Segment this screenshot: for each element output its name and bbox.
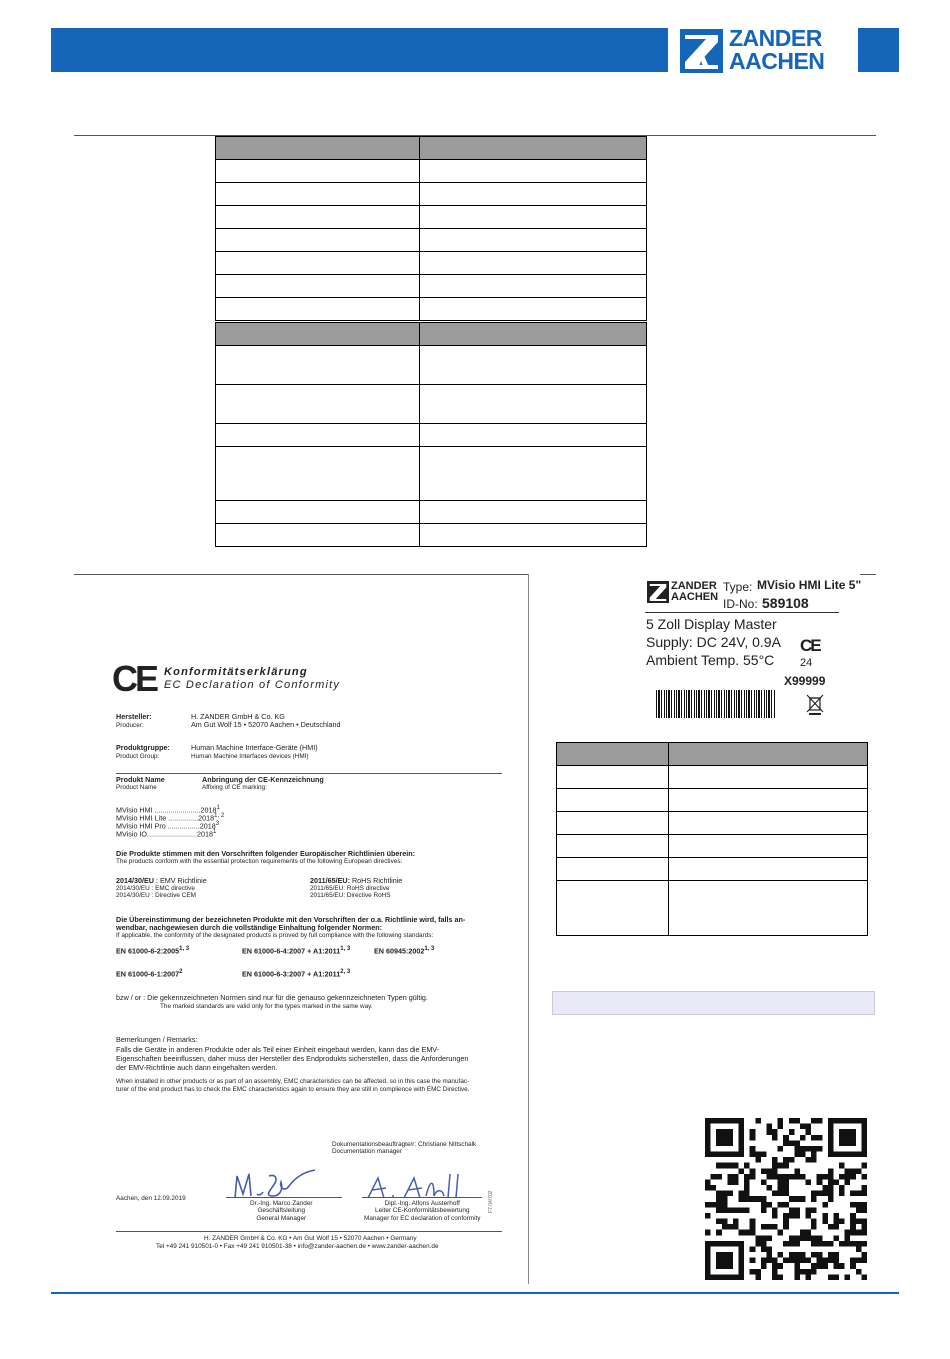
table-row — [216, 229, 647, 252]
directive-line: 2014/30/EU : Directive CEM — [116, 892, 196, 899]
label-type-label: Type: — [723, 580, 753, 594]
table-row — [216, 275, 647, 298]
signatory-left: Dr.-Ing. Marco Zander Geschäftsleitung General Manager — [250, 1200, 313, 1222]
table-cell — [557, 881, 669, 936]
product-label — [640, 574, 872, 724]
cert-footer-divider — [116, 1231, 502, 1232]
table-header-row — [216, 323, 647, 346]
table-cell — [216, 447, 420, 501]
label-supply: Supply: DC 24V, 0.9A — [646, 634, 781, 650]
table-cell — [216, 160, 420, 183]
brand-logo — [680, 25, 850, 74]
table-row — [557, 766, 868, 789]
table-cell — [668, 812, 867, 835]
table-row — [216, 501, 647, 524]
cert-footer-contact: Tel +49 241 910501-0 • Fax +49 241 910501-38 • info@zander-aachen.de • www.zander-aachen.de — [156, 1243, 439, 1250]
label-serial: X99999 — [784, 674, 826, 688]
spec-table-technical — [215, 322, 647, 547]
table-cell — [557, 766, 669, 789]
table-cell — [419, 447, 646, 501]
cert-title-de: Konformitätserklärung — [164, 666, 308, 678]
remarks-text: Eigenschaften beeinflussen, daher muss der Hersteller des Endprodukts sicherstellen, dass die Anforderungen — [116, 1054, 469, 1063]
table-cell — [419, 183, 646, 206]
column-divider — [528, 574, 529, 1284]
table-cell — [557, 743, 669, 766]
footnote: bzw / or : Die gekennzeichneten Normen sind nur für die genauso gekennzeichneten Typen gültig. — [116, 993, 428, 1002]
table-cell — [216, 501, 420, 524]
table-header-row — [216, 137, 647, 160]
label-underline — [645, 612, 839, 613]
standards-intro: wendbar, nachgewiesen durch die vollständige Einhaltung folgender Normen: — [116, 923, 382, 932]
table-row — [216, 298, 647, 321]
ce-mark-icon: CE — [112, 658, 157, 699]
product-group-label-en: Product Group: — [116, 753, 160, 760]
table-cell — [668, 835, 867, 858]
section-divider-middle — [74, 574, 528, 575]
header-bar-end — [858, 28, 899, 72]
cert-divider — [116, 773, 502, 774]
label-type-value: MVisio HMI Lite 5" — [757, 578, 862, 592]
table-row — [216, 385, 647, 424]
label-logo-text: ZANDER AACHEN — [671, 580, 719, 603]
table-cell — [557, 835, 669, 858]
table-cell — [216, 298, 420, 321]
cert-title-en: EC Declaration of Conformity — [164, 679, 341, 691]
directive-line: 2011/65/EU: RoHS Richtlinie — [310, 876, 403, 885]
product-group-value-en: Human Machine Interfaces devices (HMI) — [191, 753, 309, 760]
table-row — [216, 206, 647, 229]
label-ambient: Ambient Temp. 55°C — [646, 652, 775, 668]
standard-item: EN 61000-6-4:2007 + $A1:2011^{1, 3}$ — [242, 946, 351, 956]
table-cell — [216, 524, 420, 547]
table-row — [557, 881, 868, 936]
table-cell — [216, 424, 420, 447]
signature-line-right — [362, 1197, 482, 1198]
table-cell — [557, 858, 669, 881]
remarks-text: der EMV-Richtlinie auch dann eingehalten werden. — [116, 1063, 278, 1072]
label-id-label: ID-No: — [723, 597, 758, 611]
table-cell — [419, 137, 646, 160]
table-cell — [419, 524, 646, 547]
label-ce-year: 24 — [800, 657, 813, 669]
document-code: F7.04/702 — [488, 1190, 494, 1213]
table-header-row — [557, 743, 868, 766]
standards-intro: Die Übereinstimmung der bezeichneten Produkte mit den Vorschriften der o.a. Richtlinie wird, falls an- — [116, 915, 466, 924]
standard-item: EN 61000-6-2:2005$^{1, 3}$ — [116, 946, 190, 956]
table-row — [216, 183, 647, 206]
remarks-text: Falls die Geräte in anderen Produkte oder als Teil einer Einheit eingebaut werden, kann das die EMV- — [116, 1045, 440, 1054]
ce-declaration-certificate — [74, 628, 526, 1276]
table-cell — [557, 789, 669, 812]
remarks-text-en: turer of the end product has to check the EMC characteristics again to ensure they are still in complience with EMC Directive. — [116, 1086, 470, 1093]
product-list-item: MVisio HMI .......................2018$^1$ — [116, 805, 220, 815]
affixing-header: Anbringung der CE-Kennzeichnung — [202, 775, 324, 784]
weee-bin-icon — [806, 694, 824, 716]
directive-line: 2014/30/EU : EMV Richtlinie — [116, 876, 207, 885]
directive-line: 2011/65/EU: Directive RoHS — [310, 892, 391, 899]
barcode-icon — [656, 690, 776, 718]
table-row — [216, 524, 647, 547]
table-row — [216, 346, 647, 385]
standard-item: EN 61000-6-1:2007$^2$ — [116, 969, 183, 979]
product-list-item: MVisio HMI Lite ...............2018$^{1, 2}$ — [116, 813, 225, 823]
table-cell — [419, 160, 646, 183]
place-date: Aachen, den 12.09.2019 — [116, 1195, 186, 1202]
table-cell — [557, 812, 669, 835]
documentation-officer-en: Documentation manager — [332, 1148, 402, 1155]
table-cell — [668, 743, 867, 766]
table-cell — [419, 229, 646, 252]
footer-line — [51, 1292, 899, 1294]
producer-address: Am Gut Wolf 15 • 52070 Aachen • Deutschland — [191, 720, 341, 729]
conformity-statement: Die Produkte stimmen mit den Vorschriften folgender Europäischer Richtlinien überein: — [116, 849, 415, 858]
brand-name: ZANDER AACHEN — [729, 25, 825, 74]
table-cell — [419, 298, 646, 321]
qr-code-icon[interactable] — [705, 1118, 867, 1280]
directive-line: 2011/65/EU: RoHS directive — [310, 885, 390, 892]
producer-name: H. ZANDER GmbH & Co. KG — [191, 712, 285, 721]
spec-table-ordering — [556, 742, 868, 936]
table-row — [216, 160, 647, 183]
directive-line: 2014/30/EU : EMC directive — [116, 885, 195, 892]
table-cell — [216, 229, 420, 252]
label-logo — [647, 581, 719, 605]
conformity-statement-en: The products conform with the essential protection requirements of the following European directives: — [116, 858, 403, 865]
table-row — [557, 835, 868, 858]
standard-item: EN 60945:2002$^{1, 3}$ — [374, 946, 435, 956]
documentation-officer: Dokumentationsbeauftragte/r: Christiane Nittschalk — [332, 1141, 477, 1148]
producer-label: Hersteller: — [116, 712, 152, 721]
table-cell — [668, 881, 867, 936]
table-cell — [419, 206, 646, 229]
info-box — [552, 991, 875, 1015]
label-description: 5 Zoll Display Master — [646, 616, 777, 632]
ce-mark-icon: CE — [800, 636, 820, 655]
signature-line-left — [226, 1197, 342, 1198]
product-group-value: Human Machine Interface-Geräte (HMI) — [191, 743, 318, 752]
table-cell — [216, 323, 420, 346]
table-cell — [419, 424, 646, 447]
signatory-right: Dipl.-Ing. Alfons Austerhoff Leiter CE-Konformitätsbewertung Manager for EC declaration of conformity — [364, 1200, 481, 1222]
table-cell — [216, 346, 420, 385]
table-cell — [216, 137, 420, 160]
standard-item: EN 61000-6-3:2007 + $A1:2011^{2, 3}$ — [242, 969, 351, 979]
table-row — [216, 447, 647, 501]
table-row — [557, 812, 868, 835]
footnote-en: The marked standards are valid only for the types marked in the same way. — [160, 1003, 373, 1010]
remarks-title: Bemerkungen / Remarks: — [116, 1035, 198, 1044]
product-group-label: Produktgruppe: — [116, 743, 170, 752]
table-cell — [419, 323, 646, 346]
product-name-header: Produkt Name — [116, 775, 165, 784]
table-cell — [216, 183, 420, 206]
label-id-value: 589108 — [762, 595, 809, 611]
table-cell — [216, 252, 420, 275]
table-row — [557, 858, 868, 881]
producer-label-en: Producer: — [116, 722, 144, 729]
table-row — [216, 252, 647, 275]
product-list-item: MVisio HMI Pro ................2018$^3$ — [116, 821, 220, 831]
table-row — [216, 424, 647, 447]
table-cell — [419, 385, 646, 424]
cert-footer-address: H. ZANDER GmbH & Co. KG • Am Gut Wolf 15 • 52070 Aachen • Germany — [204, 1235, 417, 1242]
table-cell — [668, 858, 867, 881]
product-name-header-en: Product Name — [116, 784, 157, 791]
header-bar — [51, 28, 668, 72]
standards-intro-en: If applicable, the conformity of the designated products is proved by full compliance with the following standards: — [116, 932, 434, 939]
table-row — [557, 789, 868, 812]
table-cell — [419, 275, 646, 298]
table-cell — [668, 766, 867, 789]
table-cell — [216, 275, 420, 298]
spec-table-general — [215, 136, 647, 321]
affixing-header-en: Affixing of CE marking: — [202, 784, 267, 791]
zander-logo-icon — [647, 581, 669, 603]
table-cell — [419, 252, 646, 275]
table-cell — [216, 385, 420, 424]
table-cell — [419, 346, 646, 385]
table-cell — [668, 789, 867, 812]
table-cell — [216, 206, 420, 229]
product-list-item: MVisio IO.........................2018$^1$ — [116, 829, 217, 839]
remarks-text-en: When installed in other products or as part of an assembly, EMC characteristics can be affected, so in this case the manufac- — [116, 1078, 470, 1085]
table-cell — [419, 501, 646, 524]
zander-logo-icon — [680, 29, 723, 73]
